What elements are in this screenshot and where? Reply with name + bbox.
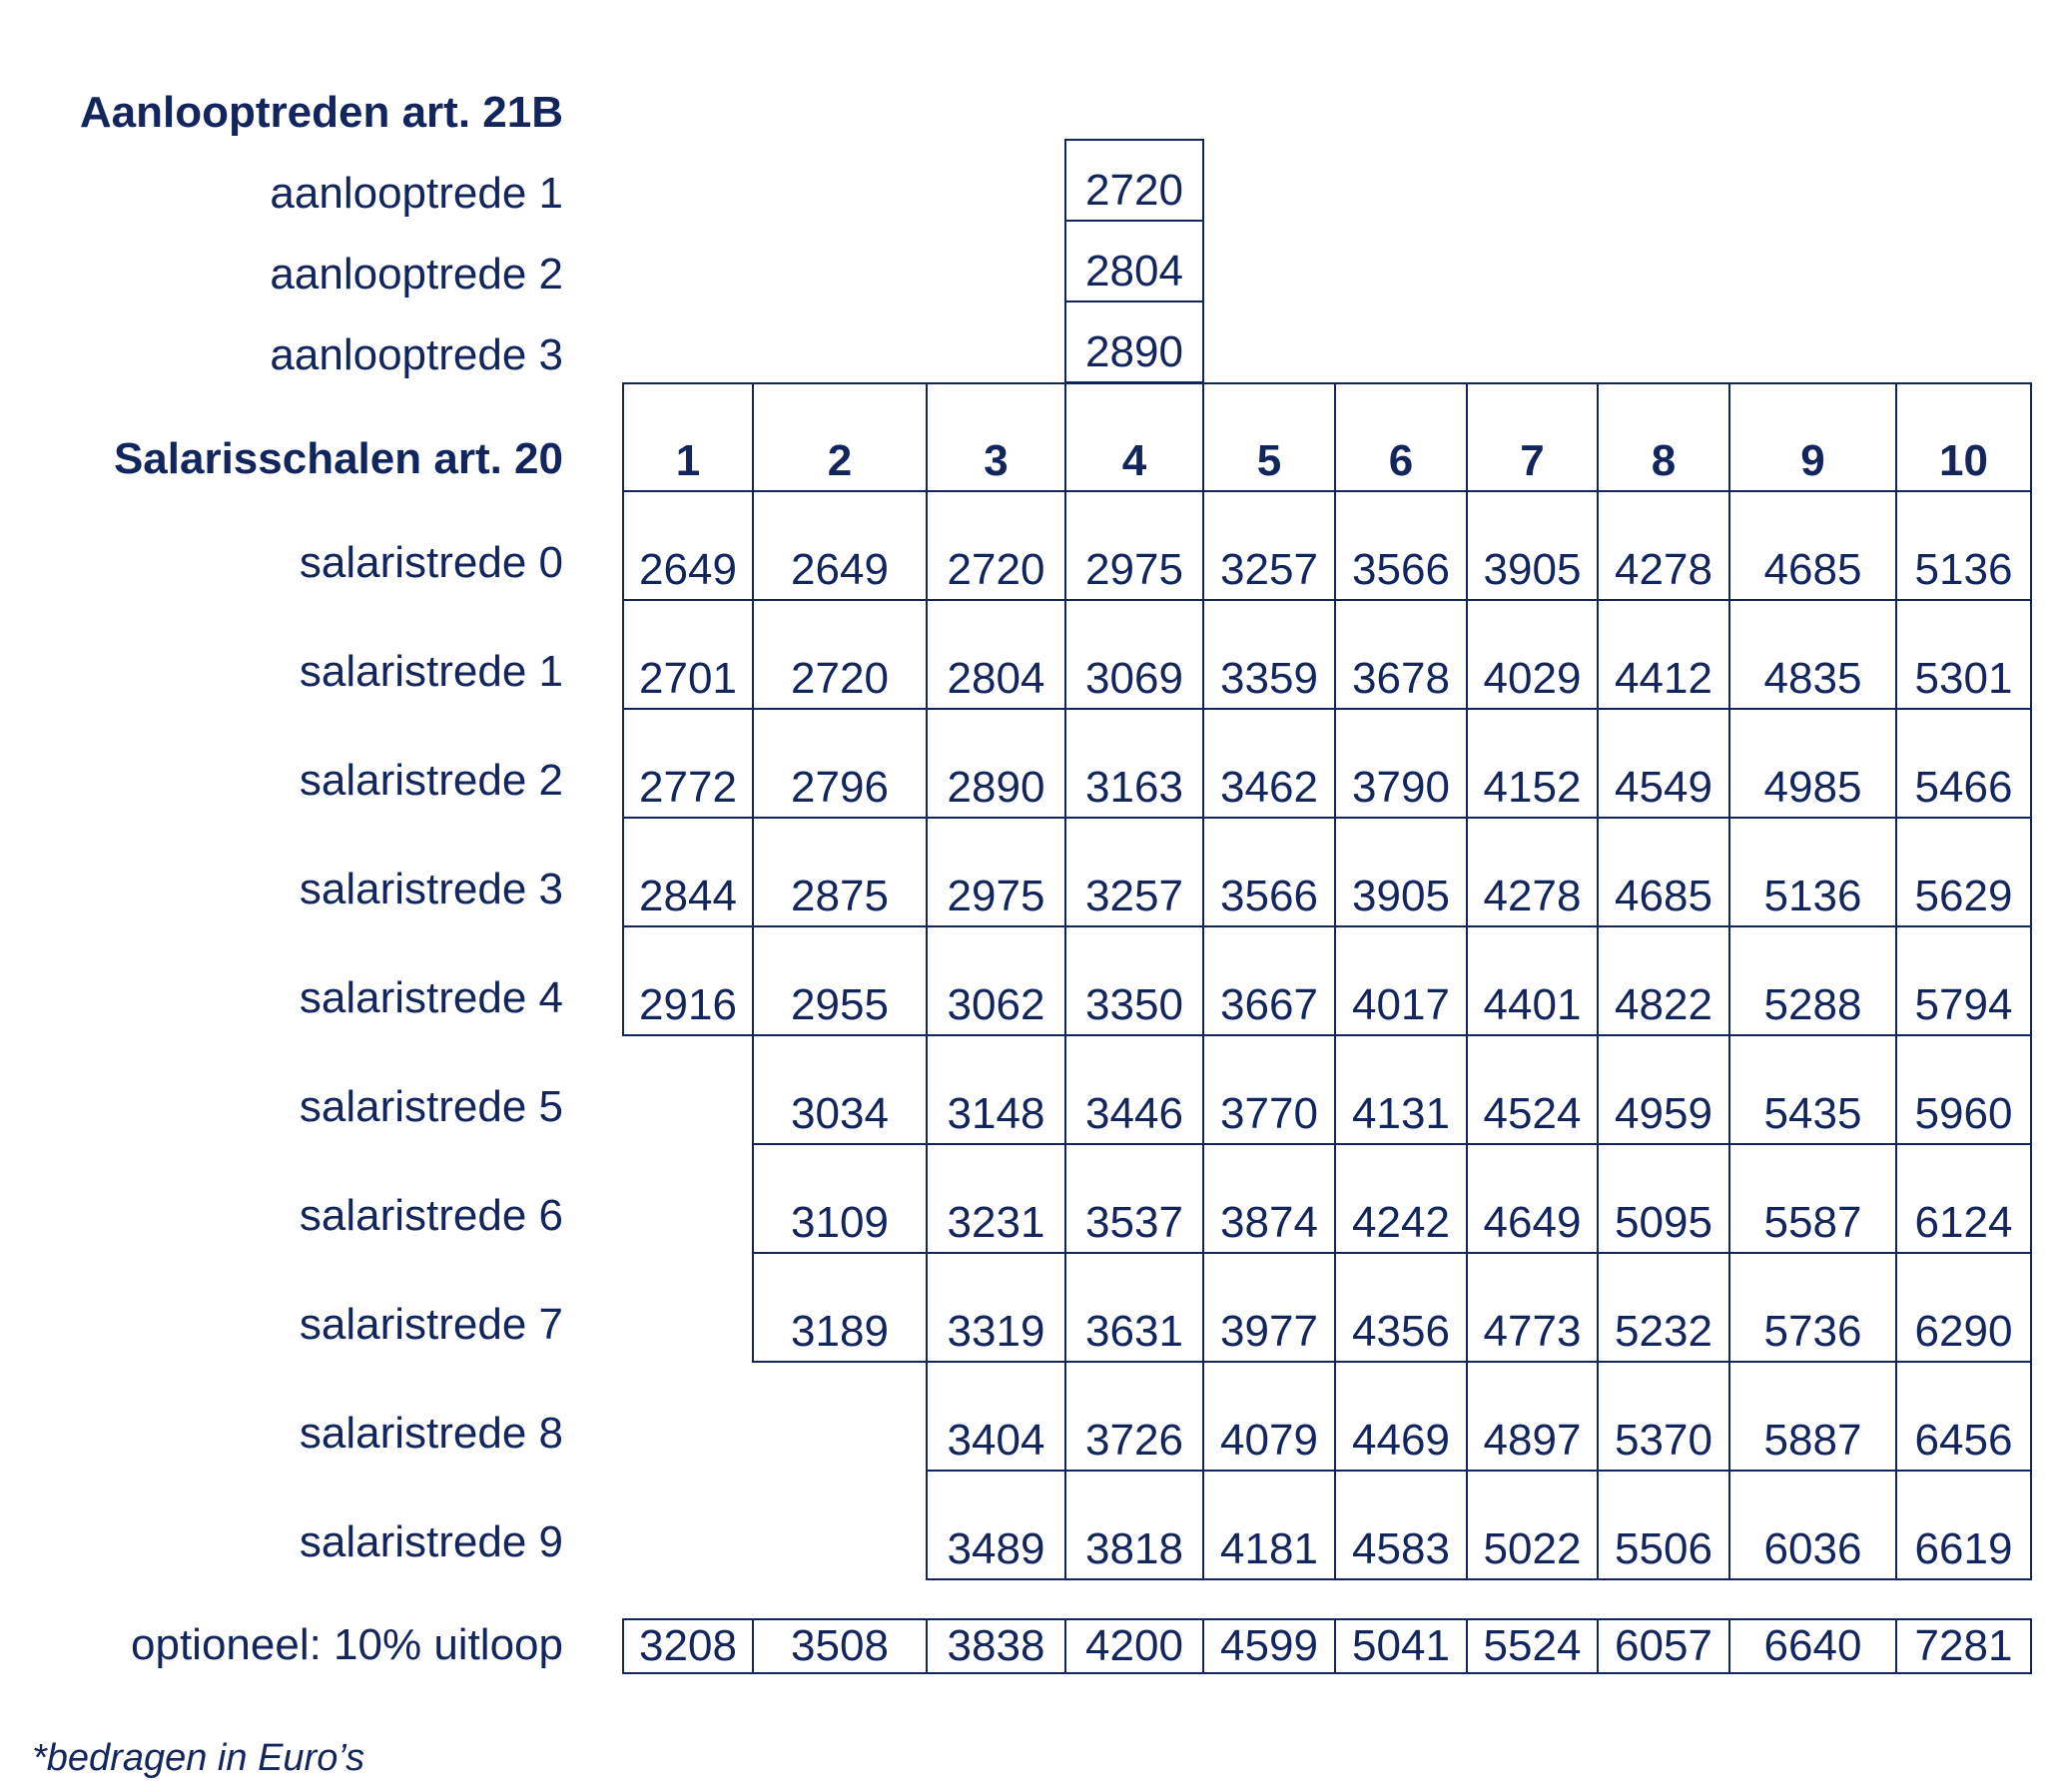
scale-header-cell: 4 <box>1064 382 1204 492</box>
salary-cell: 5022 <box>1466 1470 1599 1580</box>
aanlooptrede-value-cell: 2890 <box>1064 300 1204 383</box>
salaristrede-label: salaristrede 6 <box>299 1191 563 1240</box>
salary-cell: 3189 <box>752 1252 928 1363</box>
aanlooptrede-label: aanlooptrede 2 <box>270 250 563 299</box>
uitloop-cell: 5041 <box>1334 1618 1468 1674</box>
scale-header-cell: 8 <box>1597 382 1730 492</box>
aanlooptrede-value-cell: 2720 <box>1064 139 1204 222</box>
salary-cell: 3678 <box>1334 599 1468 710</box>
salary-cell: 2649 <box>752 490 928 601</box>
salary-cell: 4685 <box>1728 490 1897 601</box>
salary-cell: 4412 <box>1597 599 1730 710</box>
salary-cell: 3404 <box>926 1361 1066 1472</box>
salary-cell: 5232 <box>1597 1252 1730 1363</box>
salary-cell: 3566 <box>1334 490 1468 601</box>
salary-cell: 3163 <box>1064 708 1204 819</box>
aanlooptrede-label: aanlooptrede 1 <box>270 169 563 218</box>
salary-cell: 4583 <box>1334 1470 1468 1580</box>
salary-cell: 3818 <box>1064 1470 1204 1580</box>
salary-cell: 4131 <box>1334 1034 1468 1145</box>
salary-cell: 4524 <box>1466 1034 1599 1145</box>
salary-cell: 4017 <box>1334 925 1468 1036</box>
salary-cell: 5506 <box>1597 1470 1730 1580</box>
salary-cell: 3446 <box>1064 1034 1204 1145</box>
schalen-title: Salarisschalen art. 20 <box>113 434 563 483</box>
salary-cell: 2875 <box>752 817 928 927</box>
salary-cell: 3566 <box>1202 817 1336 927</box>
salary-cell: 4029 <box>1466 599 1599 710</box>
salary-cell: 5466 <box>1895 708 2032 819</box>
salary-cell: 3257 <box>1064 817 1204 927</box>
uitloop-cell: 6640 <box>1728 1618 1897 1674</box>
salary-cell: 2975 <box>1064 490 1204 601</box>
salary-cell: 3231 <box>926 1143 1066 1254</box>
scale-header-cell: 3 <box>926 382 1066 492</box>
salary-cell: 4835 <box>1728 599 1897 710</box>
salary-cell: 5629 <box>1895 817 2032 927</box>
salary-cell: 5095 <box>1597 1143 1730 1254</box>
uitloop-cell: 7281 <box>1895 1618 2032 1674</box>
salary-cell: 2720 <box>926 490 1066 601</box>
salary-cell: 5887 <box>1728 1361 1897 1472</box>
salary-cell: 5370 <box>1597 1361 1730 1472</box>
uitloop-cell: 3208 <box>622 1618 754 1674</box>
salary-cell: 5301 <box>1895 599 2032 710</box>
salary-cell: 3350 <box>1064 925 1204 1036</box>
scale-header-cell: 1 <box>622 382 754 492</box>
salaristrede-label: salaristrede 1 <box>299 647 563 696</box>
aanloop-title: Aanlooptreden art. 21B <box>79 88 563 137</box>
salary-cell: 3790 <box>1334 708 1468 819</box>
salaristrede-label: salaristrede 5 <box>299 1082 563 1131</box>
salary-cell: 2649 <box>622 490 754 601</box>
salary-cell: 3770 <box>1202 1034 1336 1145</box>
salaristrede-label: salaristrede 8 <box>299 1409 563 1458</box>
salary-cell: 4242 <box>1334 1143 1468 1254</box>
salary-cell: 2890 <box>926 708 1066 819</box>
salary-cell: 4685 <box>1597 817 1730 927</box>
salary-cell: 4278 <box>1466 817 1599 927</box>
uitloop-cell: 4200 <box>1064 1618 1204 1674</box>
uitloop-cell: 3838 <box>926 1618 1066 1674</box>
salary-cell: 4079 <box>1202 1361 1336 1472</box>
salary-cell: 3462 <box>1202 708 1336 819</box>
salary-cell: 3874 <box>1202 1143 1336 1254</box>
scale-header-cell: 7 <box>1466 382 1599 492</box>
salary-cell: 6124 <box>1895 1143 2032 1254</box>
salary-cell: 3109 <box>752 1143 928 1254</box>
salary-cell: 6290 <box>1895 1252 2032 1363</box>
salary-cell: 4401 <box>1466 925 1599 1036</box>
salary-cell: 3631 <box>1064 1252 1204 1363</box>
salary-cell: 5587 <box>1728 1143 1897 1254</box>
salary-cell: 6456 <box>1895 1361 2032 1472</box>
salary-cell: 5136 <box>1728 817 1897 927</box>
salary-cell: 2955 <box>752 925 928 1036</box>
salary-cell: 4469 <box>1334 1361 1468 1472</box>
salary-cell: 4649 <box>1466 1143 1599 1254</box>
uitloop-cell: 4599 <box>1202 1618 1336 1674</box>
salary-cell: 6619 <box>1895 1470 2032 1580</box>
footnote: *bedragen in Euro’s <box>32 1737 365 1779</box>
salary-cell: 5435 <box>1728 1034 1897 1145</box>
salaristrede-label: salaristrede 7 <box>299 1300 563 1349</box>
salary-cell: 4278 <box>1597 490 1730 601</box>
salary-cell: 4356 <box>1334 1252 1468 1363</box>
salary-cell: 2772 <box>622 708 754 819</box>
salary-cell: 4897 <box>1466 1361 1599 1472</box>
salary-cell: 5794 <box>1895 925 2032 1036</box>
salary-cell: 4959 <box>1597 1034 1730 1145</box>
uitloop-label: optioneel: 10% uitloop <box>131 1620 563 1669</box>
salary-cell: 4152 <box>1466 708 1599 819</box>
salary-cell: 3667 <box>1202 925 1336 1036</box>
salary-cell: 2975 <box>926 817 1066 927</box>
salary-cell: 2796 <box>752 708 928 819</box>
salary-cell: 5736 <box>1728 1252 1897 1363</box>
salary-cell: 4181 <box>1202 1470 1336 1580</box>
salaristrede-label: salaristrede 0 <box>299 538 563 587</box>
salary-cell: 5960 <box>1895 1034 2032 1145</box>
scale-header-cell: 2 <box>752 382 928 492</box>
salary-cell: 4549 <box>1597 708 1730 819</box>
salary-cell: 2804 <box>926 599 1066 710</box>
salary-cell: 3537 <box>1064 1143 1204 1254</box>
salary-cell: 3489 <box>926 1470 1066 1580</box>
salary-cell: 3319 <box>926 1252 1066 1363</box>
salary-cell: 2720 <box>752 599 928 710</box>
salary-cell: 3359 <box>1202 599 1336 710</box>
salary-cell: 3257 <box>1202 490 1336 601</box>
salary-cell: 3062 <box>926 925 1066 1036</box>
salary-cell: 4822 <box>1597 925 1730 1036</box>
scale-header-cell: 10 <box>1895 382 2032 492</box>
salary-cell: 3726 <box>1064 1361 1204 1472</box>
salary-cell: 3034 <box>752 1034 928 1145</box>
uitloop-cell: 5524 <box>1466 1618 1599 1674</box>
salaristrede-label: salaristrede 9 <box>299 1517 563 1566</box>
salary-cell: 6036 <box>1728 1470 1897 1580</box>
salary-cell: 3905 <box>1334 817 1468 927</box>
salaristrede-label: salaristrede 3 <box>299 865 563 913</box>
salaristrede-label: salaristrede 2 <box>299 756 563 805</box>
aanlooptrede-value-cell: 2804 <box>1064 220 1204 302</box>
salary-cell: 2844 <box>622 817 754 927</box>
salary-cell: 3905 <box>1466 490 1599 601</box>
salary-cell: 4985 <box>1728 708 1897 819</box>
uitloop-cell: 3508 <box>752 1618 928 1674</box>
salary-cell: 3977 <box>1202 1252 1336 1363</box>
salary-cell: 4773 <box>1466 1252 1599 1363</box>
scale-header-cell: 6 <box>1334 382 1468 492</box>
salaristrede-label: salaristrede 4 <box>299 973 563 1022</box>
salary-cell: 2701 <box>622 599 754 710</box>
salary-cell: 2916 <box>622 925 754 1036</box>
scale-header-cell: 5 <box>1202 382 1336 492</box>
aanlooptrede-label: aanlooptrede 3 <box>270 330 563 379</box>
salary-cell: 3148 <box>926 1034 1066 1145</box>
salary-cell: 5288 <box>1728 925 1897 1036</box>
salary-cell: 3069 <box>1064 599 1204 710</box>
salary-cell: 5136 <box>1895 490 2032 601</box>
uitloop-cell: 6057 <box>1597 1618 1730 1674</box>
scale-header-cell: 9 <box>1728 382 1897 492</box>
